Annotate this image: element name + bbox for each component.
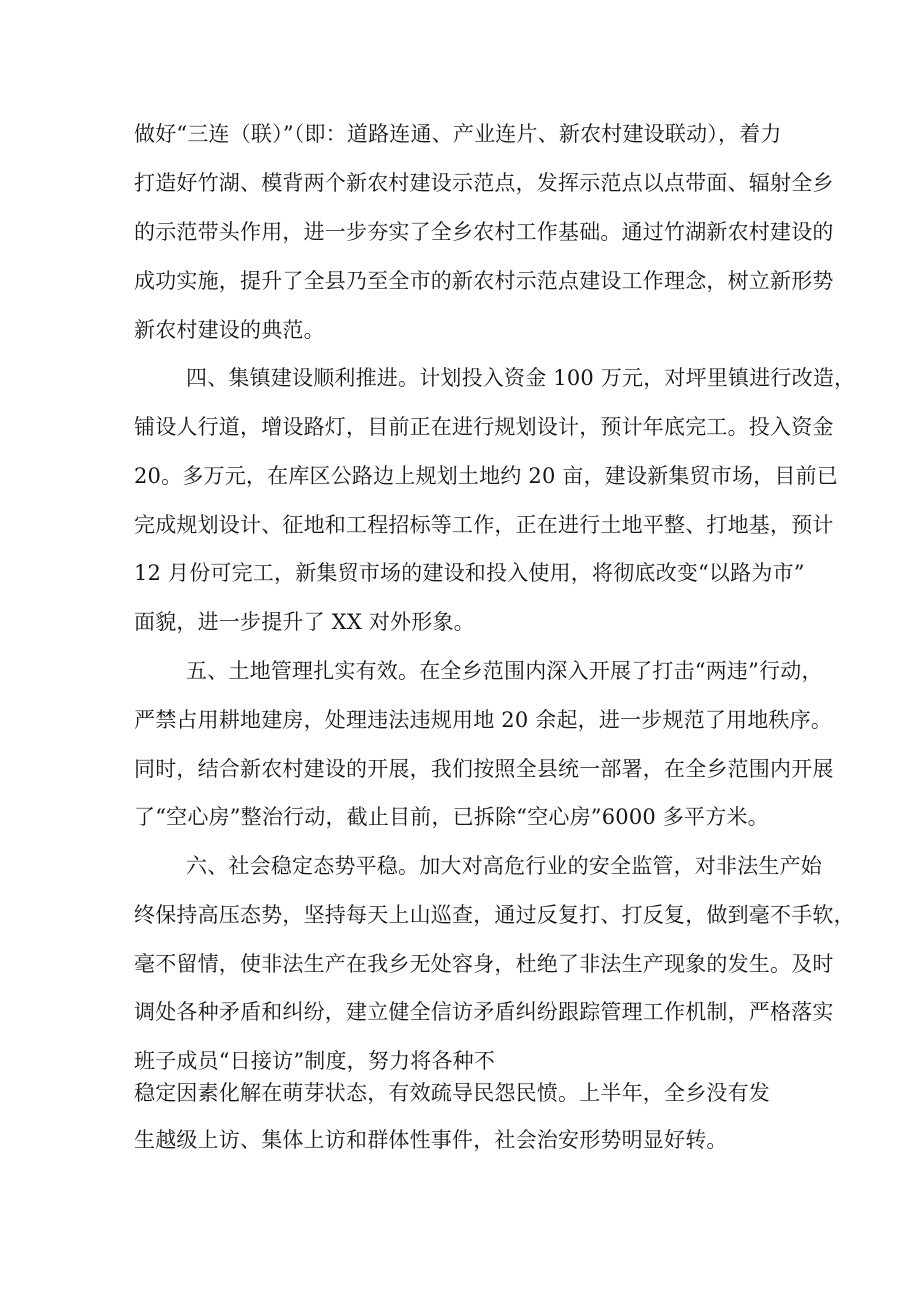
text-line: 毫不留情，使非法生产在我乡无处容身，杜绝了非法生产现象的发生。及时 bbox=[134, 952, 834, 976]
text-line: 20。多万元，在库区公路边上规划土地约 20 亩，建设新集贸市场，目前已 bbox=[134, 464, 838, 488]
paragraph-four-start: 四、集镇建设顺利推进。计划投入资金 100 万元，对坪里镇进行改造， bbox=[186, 366, 856, 390]
text-line: 生越级上访、集体上访和群体性事件，社会治安形势明显好转。 bbox=[134, 1128, 728, 1152]
text-line: 成功实施，提升了全县乃至全市的新农村示范点建设工作理念，树立新形势 bbox=[134, 269, 834, 293]
text-line: 严禁占用耕地建房，处理违法违规用地 20 余起，进一步规范了用地秩序。 bbox=[134, 708, 833, 732]
text-line: 面貌，进一步提升了 XX 对外形象。 bbox=[134, 610, 475, 634]
text-line: 做好“三连（联）”（即：道路连通、产业连片、新农村建设联动），着力 bbox=[134, 122, 782, 146]
paragraph-five-start: 五、土地管理扎实有效。在全乡范围内深入开展了打击“两违”行动， bbox=[186, 659, 823, 683]
text-line: 12 月份可完工，新集贸市场的建设和投入使用，将彻底改变“以路为市” bbox=[134, 561, 805, 585]
text-line: 了“空心房”整治行动，截止目前，已拆除“空心房”6000 多平方米。 bbox=[134, 805, 769, 829]
paragraph-six-start: 六、社会稳定态势平稳。加大对高危行业的安全监管，对非法生产始 bbox=[186, 854, 822, 878]
text-line: 铺设人行道，增设路灯，目前正在进行规划设计，预计年底完工。投入资金 bbox=[134, 415, 834, 439]
text-line: 打造好竹湖、模背两个新农村建设示范点，发挥示范点以点带面、辐射全乡 bbox=[134, 171, 834, 195]
text-line: 调处各种矛盾和纠纷，建立健全信访矛盾纠纷跟踪管理工作机制，严格落实 bbox=[134, 1000, 834, 1024]
text-line: 新农村建设的典范。 bbox=[134, 318, 325, 342]
text-line: 的示范带头作用，进一步夯实了全乡农村工作基础。通过竹湖新农村建设的 bbox=[134, 220, 834, 244]
text-line: 完成规划设计、征地和工程招标等工作，正在进行土地平整、打地基，预计 bbox=[134, 513, 834, 537]
text-line: 终保持高压态势，坚持每天上山巡查，通过反复打、打反复，做到毫不手软， bbox=[134, 903, 855, 927]
text-line: 班子成员“日接访”制度，努力将各种不 bbox=[134, 1049, 496, 1073]
text-line: 稳定因素化解在萌芽状态，有效疏导民怨民愤。上半年，全乡没有发 bbox=[134, 1081, 770, 1105]
text-line: 同时，结合新农村建设的开展，我们按照全县统一部署，在全乡范围内开展 bbox=[134, 757, 834, 781]
